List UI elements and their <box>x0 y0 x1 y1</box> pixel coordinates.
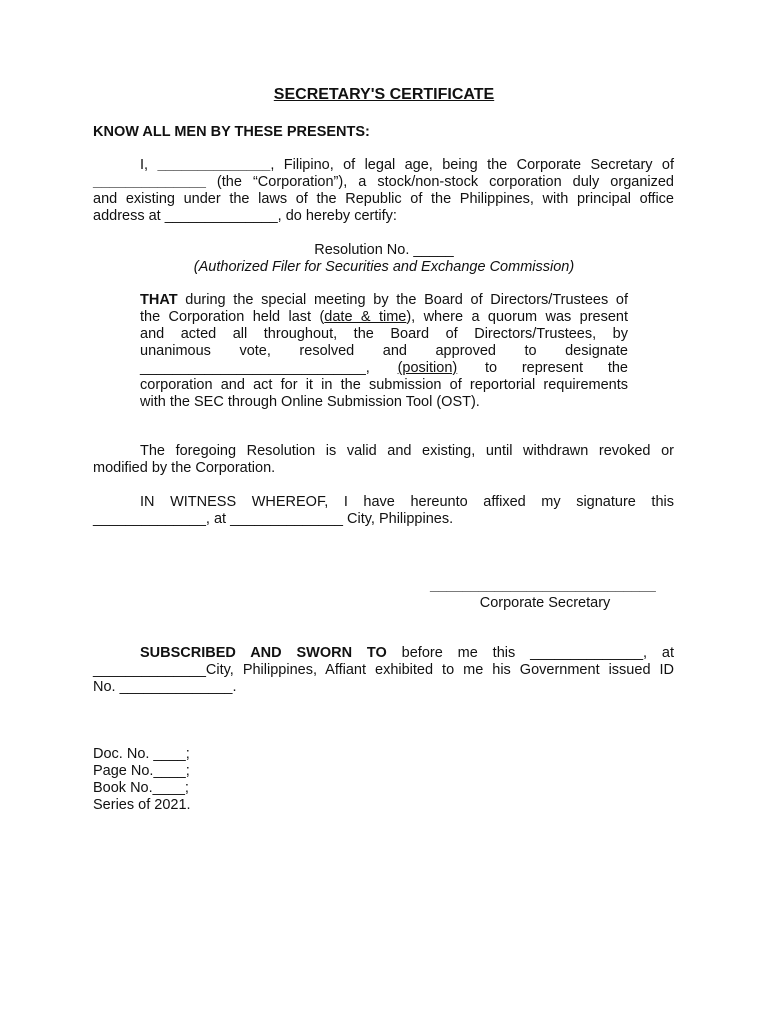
that-line-7: with the SEC through Online Submission Tool (OST). <box>140 394 480 410</box>
resolution-subtitle: (Authorized Filer for Securities and Exchange Commission) <box>193 259 575 275</box>
name-blank: ______________ <box>157 157 271 173</box>
notary-page-no: Page No.____; <box>93 763 190 779</box>
notary-book-no: Book No.____; <box>93 780 189 796</box>
text: (the “Corporation”), a stock/non-stock corporation duly organized <box>205 174 674 190</box>
text: ), where a quorum was present <box>406 309 629 325</box>
signature-label: Corporate Secretary <box>479 595 611 611</box>
that-keyword: THAT <box>140 292 178 308</box>
intro-line-2 <box>93 174 674 191</box>
notary-series: Series of 2021. <box>93 797 191 813</box>
page-title: SECRETARY'S CERTIFICATE <box>273 86 495 103</box>
sworn-line-3: No. ______________. <box>93 679 237 695</box>
sworn-line-1 <box>140 645 674 662</box>
sworn-keyword: SUBSCRIBED AND SWORN TO <box>140 645 387 661</box>
that-line-4: unanimous vote, resolved and approved to designate <box>140 343 628 359</box>
that-line-2 <box>140 309 628 326</box>
that-line-1 <box>140 292 628 309</box>
text: during the special meeting by the Board of Directors/Trustees of <box>177 292 628 308</box>
signature-line: ____________________________ <box>430 578 656 594</box>
intro-line-4: address at ______________, do hereby certify: <box>93 208 397 224</box>
text: before me this ______________, at <box>386 645 674 661</box>
sworn-line-2: ______________City, Philippines, Affiant exhibited to me his Government issued ID <box>93 662 674 678</box>
position-field: (position) <box>397 360 458 376</box>
corporation-blank: ______________ <box>93 174 206 190</box>
resolution-number: Resolution No. _____ <box>314 242 454 258</box>
text: I, <box>140 157 158 173</box>
witness-line-2: ______________, at ______________ City, Philippines. <box>93 511 454 527</box>
notary-doc-no: Doc. No. ____; <box>93 746 190 762</box>
text: , Filipino, of legal age, being the Corporate Secretary of <box>270 157 674 173</box>
text: to represent the <box>485 360 628 376</box>
foregoing-line-1: The foregoing Resolution is valid and existing, until withdrawn revoked or <box>140 443 674 459</box>
text: the Corporation held last ( <box>140 309 325 325</box>
designee-blank: ____________________________, <box>140 360 370 376</box>
intro-line-3: and existing under the laws of the Republic of the Philippines, with principal office <box>93 191 674 207</box>
witness-line-1: IN WITNESS WHEREOF, I have hereunto affixed my signature this <box>140 494 674 510</box>
foregoing-line-2: modified by the Corporation. <box>93 460 276 476</box>
that-line-6: corporation and act for it in the submission of reportorial requirements <box>140 377 628 393</box>
know-all-heading: KNOW ALL MEN BY THESE PRESENTS: <box>93 124 370 140</box>
date-time-field: date & time <box>324 309 407 325</box>
that-line-3: and acted all throughout, the Board of Directors/Trustees, by <box>140 326 628 342</box>
that-line-5 <box>140 360 628 377</box>
intro-line-1 <box>140 157 674 174</box>
